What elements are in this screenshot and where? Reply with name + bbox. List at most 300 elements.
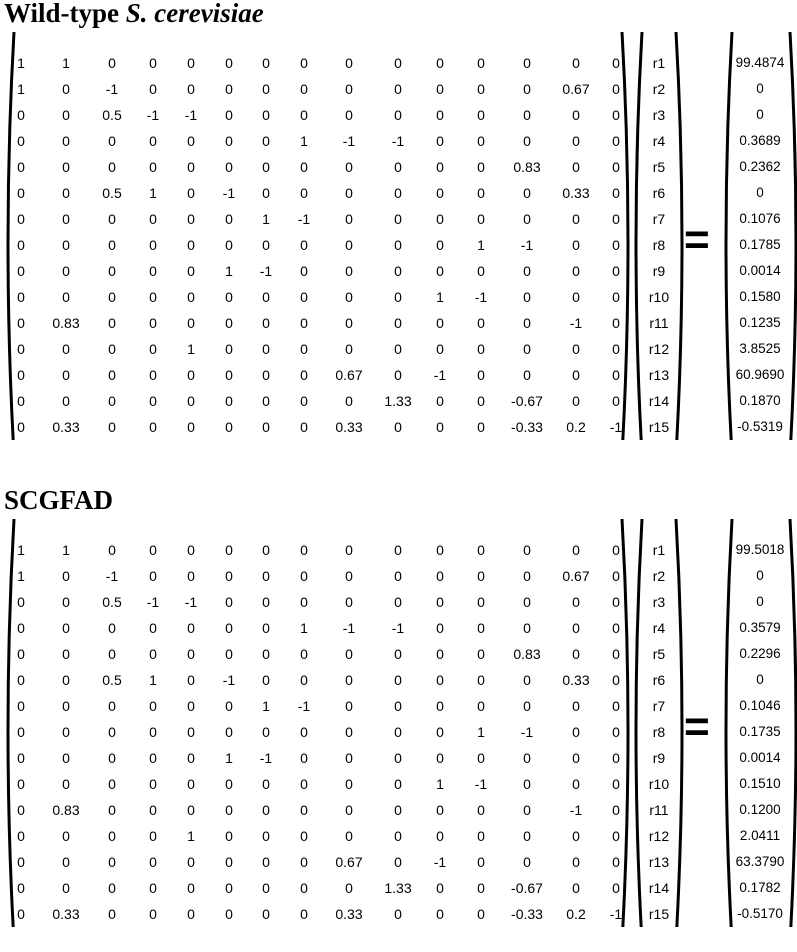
reaction-label: r5 <box>652 159 666 175</box>
matrix-cell: -1 <box>569 315 583 331</box>
matrix-cell: 0 <box>436 906 444 922</box>
matrix-cell: 0 <box>394 107 402 123</box>
matrix-cell: 0 <box>436 698 444 714</box>
matrix-cell: 0 <box>62 724 70 740</box>
matrix-cell: 0 <box>62 594 70 610</box>
matrix-cell: 1 <box>17 55 25 71</box>
matrix-cell: 0 <box>612 315 620 331</box>
matrix-cell: 0 <box>149 263 157 279</box>
matrix-cell: 0 <box>612 646 620 662</box>
matrix-cell: 0 <box>17 393 25 409</box>
matrix-cell: 0 <box>149 289 157 305</box>
matrix-cell: 0 <box>62 107 70 123</box>
matrix-cell: 0 <box>187 81 195 97</box>
matrix-cell: 0 <box>262 646 270 662</box>
reaction-label: r1 <box>652 542 666 558</box>
rhs-value: 0.1200 <box>739 802 781 817</box>
matrix-cell: 0 <box>225 542 233 558</box>
matrix-cell: -1 <box>342 620 356 636</box>
matrix-cell: 0 <box>149 620 157 636</box>
matrix-cell: 0 <box>62 646 70 662</box>
matrix-cell: 0 <box>108 315 116 331</box>
matrix-cell: 0 <box>572 159 580 175</box>
matrix-cell: -1 <box>520 237 534 253</box>
reaction-label: r1 <box>652 55 666 71</box>
matrix-cell: 0 <box>477 568 485 584</box>
reaction-label: r6 <box>652 185 666 201</box>
matrix-cell: 0 <box>225 802 233 818</box>
rhs-value: 0.0014 <box>739 263 781 278</box>
matrix-cell: 0 <box>436 237 444 253</box>
matrix-cell: 0 <box>612 724 620 740</box>
matrix-cell: 1 <box>62 55 70 71</box>
matrix-cell: 0 <box>108 367 116 383</box>
matrix-cell: 0 <box>477 672 485 688</box>
matrix-cell: 0 <box>300 341 308 357</box>
matrix-cell: 0 <box>225 620 233 636</box>
matrix-cell: 0 <box>523 854 531 870</box>
matrix-cell: 0 <box>187 880 195 896</box>
matrix-cell: 0 <box>345 185 353 201</box>
matrix-cell: 0 <box>612 237 620 253</box>
matrix-cell: 0 <box>394 594 402 610</box>
matrix-cell: 0 <box>149 419 157 435</box>
matrix-cell: 0.83 <box>513 646 541 662</box>
matrix-cell: 0 <box>523 341 531 357</box>
matrix-cell: 0 <box>523 263 531 279</box>
matrix-cell: -1 <box>474 776 488 792</box>
matrix-cell: 0 <box>572 289 580 305</box>
matrix-cell: 0 <box>523 828 531 844</box>
matrix-cell: 0.5 <box>102 107 122 123</box>
matrix-cell: 0 <box>523 672 531 688</box>
matrix-cell: 0 <box>262 854 270 870</box>
matrix-cell: 0 <box>523 776 531 792</box>
matrix-cell: 0 <box>225 81 233 97</box>
matrix-cell: 0 <box>300 906 308 922</box>
matrix-cell: 0 <box>394 542 402 558</box>
title-text: SCGFAD <box>4 485 114 515</box>
matrix-cell: 0 <box>262 81 270 97</box>
matrix-cell: 0 <box>225 393 233 409</box>
matrix-cell: 0 <box>108 854 116 870</box>
matrix-cell: 0 <box>108 55 116 71</box>
matrix-cell: 0 <box>300 263 308 279</box>
matrix-cell: 0 <box>394 185 402 201</box>
matrix-cell: 0 <box>572 133 580 149</box>
matrix-cell: 0 <box>225 906 233 922</box>
matrix-cell: 0 <box>436 828 444 844</box>
matrix-cell: 0 <box>149 211 157 227</box>
matrix-cell: 0 <box>262 237 270 253</box>
matrix-cell: 0 <box>394 211 402 227</box>
matrix-cell: -1 <box>609 419 623 435</box>
rhs-value: 0.3579 <box>739 620 781 635</box>
matrix-cell: 0 <box>17 263 25 279</box>
matrix-cell: 0 <box>225 211 233 227</box>
matrix-cell: 0 <box>300 367 308 383</box>
rhs-value: 0.1235 <box>739 315 781 330</box>
matrix-cell: 0 <box>108 620 116 636</box>
matrix-cell: 0 <box>187 367 195 383</box>
matrix-cell: 0 <box>225 55 233 71</box>
matrix-cell: 0 <box>394 854 402 870</box>
matrix-cell: 0 <box>108 646 116 662</box>
matrix-cell: 0 <box>612 776 620 792</box>
reaction-label: r5 <box>652 646 666 662</box>
matrix-cell: 0 <box>394 568 402 584</box>
matrix-cell: 0.67 <box>562 568 590 584</box>
matrix-cell: 0 <box>572 698 580 714</box>
matrix-cell: 0 <box>149 367 157 383</box>
matrix-cell: 0 <box>477 854 485 870</box>
matrix-cell: 0 <box>345 646 353 662</box>
matrix-cell: 0 <box>62 776 70 792</box>
matrix-cell: 0 <box>523 568 531 584</box>
equals-sign: = <box>684 702 710 751</box>
matrix-cell: 0 <box>523 133 531 149</box>
matrix-cell: -0.33 <box>511 906 543 922</box>
matrix-cell: 0 <box>523 367 531 383</box>
matrix-cell: 0 <box>300 568 308 584</box>
matrix-cell: 0 <box>436 672 444 688</box>
matrix-cell: 0 <box>300 55 308 71</box>
matrix-cell: 0 <box>187 906 195 922</box>
matrix-cell: 0 <box>225 568 233 584</box>
matrix-cell: 0 <box>149 159 157 175</box>
matrix-cell: 0 <box>187 289 195 305</box>
matrix-cell: 0 <box>300 828 308 844</box>
matrix-cell: 0 <box>62 289 70 305</box>
matrix-cell: 0 <box>394 750 402 766</box>
matrix-cell: 0 <box>149 854 157 870</box>
matrix-cell: -1 <box>184 594 198 610</box>
matrix-cell: 0 <box>477 263 485 279</box>
rhs-value: 63.3790 <box>735 854 785 869</box>
matrix-cell: 0 <box>108 211 116 227</box>
reaction-label: r13 <box>648 854 670 870</box>
matrix-cell: 0 <box>345 672 353 688</box>
matrix-cell: 0 <box>187 620 195 636</box>
matrix-cell: 0 <box>62 672 70 688</box>
matrix-cell: 0 <box>149 698 157 714</box>
matrix-cell: 0 <box>262 906 270 922</box>
matrix-cell: 0 <box>225 419 233 435</box>
matrix-cell: 0 <box>477 211 485 227</box>
matrix-cell: 0.33 <box>52 906 80 922</box>
matrix-cell: -1 <box>146 107 160 123</box>
rhs-value: 2.0411 <box>739 828 781 843</box>
matrix-cell: 0 <box>62 828 70 844</box>
matrix-cell: 0 <box>262 880 270 896</box>
matrix-cell: 0 <box>436 880 444 896</box>
rhs-right-paren <box>790 32 796 440</box>
matrix-cell: 0 <box>572 341 580 357</box>
matrix-cell: 0 <box>262 776 270 792</box>
rhs-value: 0 <box>756 107 764 122</box>
reaction-label: r8 <box>652 237 666 253</box>
matrix-cell: 1 <box>17 542 25 558</box>
matrix-cell: 0 <box>17 646 25 662</box>
matrix-cell: 0.83 <box>513 159 541 175</box>
matrix-cell: 0 <box>17 776 25 792</box>
matrix-cell: 0 <box>300 594 308 610</box>
reaction-label: r4 <box>652 133 666 149</box>
matrix-cell: 0 <box>523 289 531 305</box>
matrix-cell: 0 <box>149 724 157 740</box>
reaction-label: r7 <box>652 211 666 227</box>
matrix-cell: 0.67 <box>335 854 363 870</box>
matrix-cell: 0 <box>62 880 70 896</box>
matrix-cell: 0 <box>572 646 580 662</box>
matrix-cell: -1 <box>146 594 160 610</box>
matrix-cell: 0 <box>612 698 620 714</box>
matrix-cell: 0 <box>572 263 580 279</box>
matrix-cell: 0 <box>62 263 70 279</box>
matrix-cell: 0 <box>300 880 308 896</box>
matrix-cell: 0 <box>225 133 233 149</box>
matrix-cell: 0 <box>612 542 620 558</box>
matrix-cell: 0 <box>394 315 402 331</box>
matrix-cell: 0 <box>149 828 157 844</box>
matrix-cell: 0 <box>300 159 308 175</box>
matrix-cell: 0 <box>523 315 531 331</box>
matrix-right-paren <box>622 32 628 440</box>
matrix-cell: 0 <box>17 341 25 357</box>
matrix-cell: 0 <box>477 594 485 610</box>
matrix-cell: 0 <box>225 880 233 896</box>
matrix-cell: 0 <box>345 263 353 279</box>
matrix-cell: 0 <box>572 880 580 896</box>
matrix-cell: 0 <box>108 828 116 844</box>
matrix-cell: 0 <box>436 159 444 175</box>
matrix-cell: 0 <box>436 211 444 227</box>
matrix-cell: 0 <box>477 880 485 896</box>
matrix-cell: 0 <box>612 880 620 896</box>
matrix-cell: -1 <box>433 854 447 870</box>
matrix-cell: 0 <box>300 646 308 662</box>
matrix-cell: 0 <box>477 750 485 766</box>
matrix-cell: 0 <box>225 776 233 792</box>
matrix-cell: 0 <box>225 289 233 305</box>
matrix-cell: 0 <box>187 802 195 818</box>
matrix-cell: 0 <box>262 542 270 558</box>
matrix-cell: -1 <box>391 133 405 149</box>
vector-right-paren <box>676 32 682 440</box>
reaction-label: r9 <box>652 263 666 279</box>
matrix-cell: -1 <box>259 263 273 279</box>
matrix-cell: 0 <box>300 802 308 818</box>
matrix-cell: 0 <box>187 854 195 870</box>
matrix-cell: 0 <box>345 724 353 740</box>
matrix-cell: 0 <box>225 594 233 610</box>
matrix-cell: 1 <box>262 211 270 227</box>
matrix-cell: 0 <box>394 776 402 792</box>
matrix-cell: 0 <box>300 750 308 766</box>
matrix-cell: 0 <box>612 81 620 97</box>
matrix-cell: 0 <box>477 315 485 331</box>
matrix-cell: 0 <box>149 341 157 357</box>
matrix-cell: 1 <box>17 81 25 97</box>
matrix-cell: 0 <box>187 55 195 71</box>
matrix-cell: 0 <box>523 211 531 227</box>
matrix-cell: 0 <box>572 594 580 610</box>
matrix-cell: 0 <box>345 880 353 896</box>
matrix-cell: 0 <box>345 568 353 584</box>
rhs-value: 0.1580 <box>739 289 781 304</box>
matrix-cell: 0 <box>345 237 353 253</box>
matrix-cell: 0 <box>436 750 444 766</box>
matrix-cell: 0 <box>477 419 485 435</box>
matrix-cell: 0 <box>300 776 308 792</box>
matrix-cell: -1 <box>474 289 488 305</box>
matrix-cell: -1 <box>433 367 447 383</box>
matrix-cell: 0.67 <box>562 81 590 97</box>
matrix-left-paren <box>8 32 14 440</box>
matrix-cell: 0 <box>262 133 270 149</box>
matrix-cell: 0 <box>108 724 116 740</box>
matrix-cell: 0 <box>612 263 620 279</box>
matrix-cell: 0.5 <box>102 672 122 688</box>
matrix-cell: 0 <box>149 81 157 97</box>
rhs-value: 0.2296 <box>739 646 781 661</box>
matrix-cell: 1 <box>436 776 444 792</box>
matrix-cell: 0 <box>108 263 116 279</box>
matrix-cell: 0 <box>149 237 157 253</box>
rhs-value: 0.0014 <box>739 750 781 765</box>
matrix-cell: 0 <box>108 159 116 175</box>
matrix-cell: 1.33 <box>384 393 412 409</box>
matrix-cell: 0.67 <box>335 367 363 383</box>
matrix-cell: 1.33 <box>384 880 412 896</box>
matrix-cell: 0 <box>262 724 270 740</box>
matrix-cell: 0 <box>394 698 402 714</box>
matrix-cell: 0 <box>612 133 620 149</box>
matrix-cell: 0 <box>394 159 402 175</box>
reaction-label: r2 <box>652 81 666 97</box>
matrix-cell: 0 <box>300 419 308 435</box>
equation-body <box>0 0 797 440</box>
reaction-label: r12 <box>648 828 670 844</box>
matrix-cell: 0 <box>108 419 116 435</box>
matrix-cell: 0 <box>17 315 25 331</box>
matrix-cell: 0 <box>572 237 580 253</box>
matrix-cell: 0 <box>345 211 353 227</box>
vector-right-paren <box>676 519 682 927</box>
matrix-cell: 0 <box>345 542 353 558</box>
matrix-cell: 0 <box>612 159 620 175</box>
matrix-cell: -1 <box>105 568 119 584</box>
matrix-cell: 0 <box>612 594 620 610</box>
matrix-cell: 0 <box>149 750 157 766</box>
matrix-cell: 0 <box>612 393 620 409</box>
matrix-cell: 0 <box>345 594 353 610</box>
matrix-cell: 0 <box>17 802 25 818</box>
matrix-cell: 0 <box>108 776 116 792</box>
matrix-cell: 0 <box>612 750 620 766</box>
matrix-cell: 0.2 <box>566 419 586 435</box>
matrix-cell: 0 <box>17 672 25 688</box>
matrix-cell: 0.33 <box>52 419 80 435</box>
matrix-cell: 0 <box>17 698 25 714</box>
matrix-cell: 0 <box>345 159 353 175</box>
matrix-cell: 0 <box>17 159 25 175</box>
matrix-cell: 0 <box>436 315 444 331</box>
matrix-cell: 0 <box>149 906 157 922</box>
matrix-cell: 0 <box>17 750 25 766</box>
matrix-cell: 1 <box>477 724 485 740</box>
matrix-cell: 0.2 <box>566 906 586 922</box>
matrix-cell: 0 <box>62 750 70 766</box>
matrix-cell: 0 <box>477 185 485 201</box>
matrix-cell: -1 <box>297 698 311 714</box>
rhs-left-paren <box>726 519 732 927</box>
matrix-cell: 0 <box>262 594 270 610</box>
matrix-cell: 0 <box>17 828 25 844</box>
matrix-cell: 0 <box>300 107 308 123</box>
matrix-cell: 0 <box>149 133 157 149</box>
matrix-cell: 0 <box>612 107 620 123</box>
matrix-cell: 0 <box>149 393 157 409</box>
matrix-cell: 0.33 <box>335 419 363 435</box>
rhs-value: 0 <box>756 81 764 96</box>
matrix-cell: 0 <box>477 802 485 818</box>
rhs-value: 0.1782 <box>739 880 781 895</box>
matrix-cell: 0 <box>612 828 620 844</box>
matrix-cell: -0.67 <box>511 880 543 896</box>
reaction-label: r10 <box>648 289 670 305</box>
matrix-cell: 0 <box>262 159 270 175</box>
matrix-cell: 1 <box>477 237 485 253</box>
matrix-cell: 0 <box>394 367 402 383</box>
matrix-cell: 0 <box>17 854 25 870</box>
matrix-cell: 0 <box>523 55 531 71</box>
matrix-cell: 0 <box>572 776 580 792</box>
rhs-value: 0.1735 <box>739 724 781 739</box>
matrix-cell: 0 <box>394 55 402 71</box>
matrix-cell: 0 <box>149 646 157 662</box>
matrix-cell: 0 <box>17 880 25 896</box>
matrix-cell: 0 <box>477 620 485 636</box>
matrix-right-paren <box>622 519 628 927</box>
matrix-cell: 0 <box>572 211 580 227</box>
matrix-cell: 0 <box>262 568 270 584</box>
matrix-cell: 0 <box>394 341 402 357</box>
matrix-cell: 0 <box>572 107 580 123</box>
reaction-label: r8 <box>652 724 666 740</box>
matrix-cell: 0 <box>262 341 270 357</box>
matrix-cell: 0 <box>108 542 116 558</box>
matrix-cell: 0 <box>17 594 25 610</box>
matrix-cell: -1 <box>609 906 623 922</box>
matrix-cell: 0 <box>300 315 308 331</box>
matrix-cell: 0 <box>572 542 580 558</box>
matrix-cell: 0 <box>225 698 233 714</box>
matrix-cell: 0 <box>345 315 353 331</box>
matrix-cell: 0 <box>17 724 25 740</box>
matrix-cell: 0 <box>394 724 402 740</box>
matrix-cell: 0 <box>612 854 620 870</box>
matrix-cell: 0 <box>187 237 195 253</box>
reaction-label: r14 <box>648 393 670 409</box>
matrix-cell: 0 <box>345 698 353 714</box>
matrix-cell: 0 <box>62 393 70 409</box>
matrix-cell: 0 <box>187 393 195 409</box>
matrix-cell: 0 <box>262 620 270 636</box>
matrix-cell: 0 <box>300 542 308 558</box>
title-text: Wild-type <box>4 0 126 28</box>
matrix-cell: 0 <box>394 828 402 844</box>
